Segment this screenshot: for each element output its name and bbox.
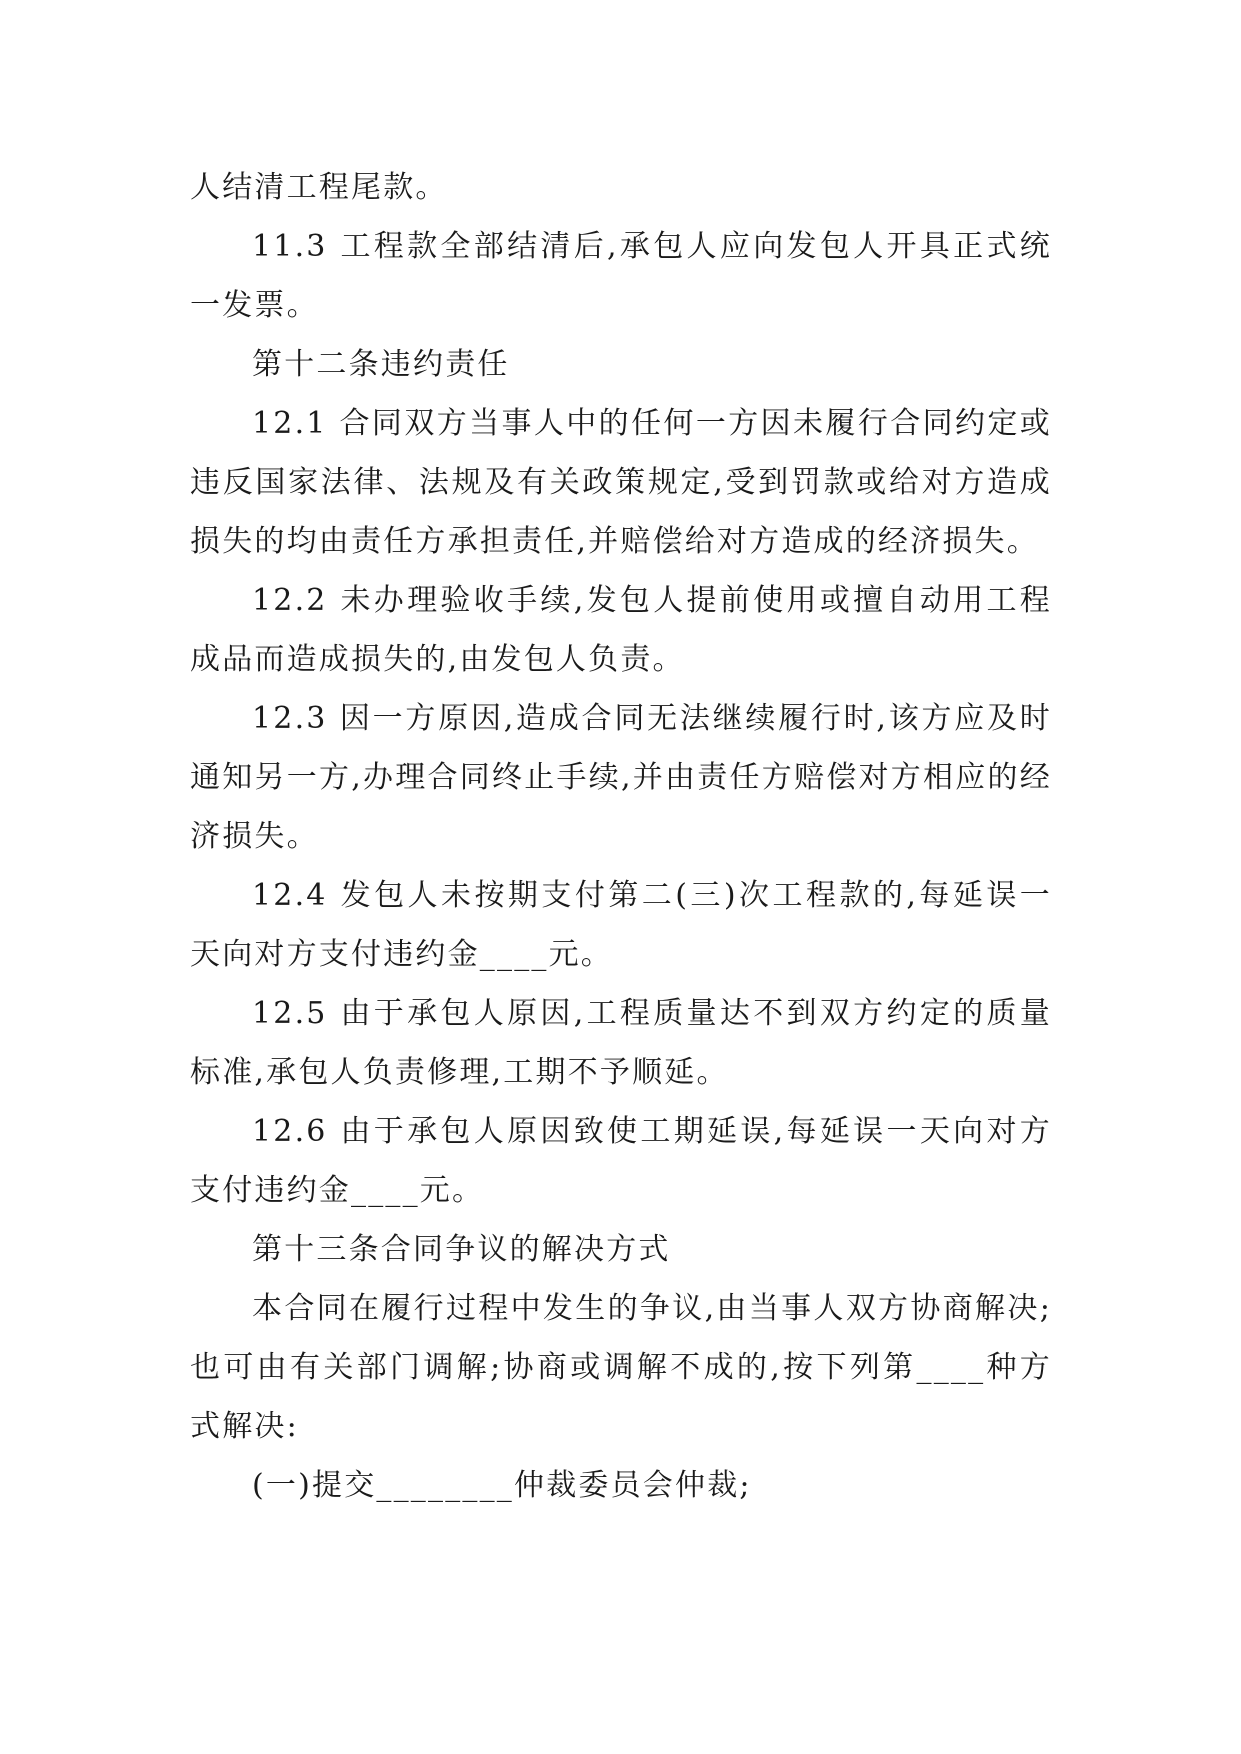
section-heading-13: 第十三条合同争议的解决方式: [252, 1232, 671, 1267]
clause-12-6: 12.6 由于承包人原因致使工期延误,每延误一天向对方支付违约金____元。: [190, 1114, 1052, 1208]
clause-12-4: 12.4 发包人未按期支付第二(三)次工程款的,每延误一天向对方支付违约金____元。: [190, 878, 1052, 972]
clause-12-5: 12.5 由于承包人原因,工程质量达不到双方约定的质量标准,承包人负责修理,工期不予顺延。: [190, 996, 1052, 1090]
clause-12-1: 12.1 合同双方当事人中的任何一方因未履行合同约定或违反国家法律、法规及有关政策规定,受到罚款或给对方造成损失的均由责任方承担责任,并赔偿给对方造成的经济损失。: [190, 406, 1052, 559]
clause-12-3: 12.3 因一方原因,造成合同无法继续履行时,该方应及时通知另一方,办理合同终止手续,并由责任方赔偿对方相应的经济损失。: [190, 701, 1052, 854]
section-heading-12: 第十二条违约责任: [252, 347, 510, 382]
paragraph: 人结清工程尾款。: [190, 170, 448, 205]
arbitration-option-1: (一)提交________仲裁委员会仲裁;: [252, 1468, 752, 1503]
clause-11-3: 11.3 工程款全部结清后,承包人应向发包人开具正式统一发票。: [190, 229, 1052, 323]
clause-12-2: 12.2 未办理验收手续,发包人提前使用或擅自动用工程成品而造成损失的,由发包人负责。: [190, 583, 1052, 677]
document-page: [190, 158, 1052, 1515]
dispute-resolution-paragraph: 本合同在履行过程中发生的争议,由当事人双方协商解决;也可由有关部门调解;协商或调解不成的,按下列第____种方式解决:: [190, 1291, 1052, 1444]
